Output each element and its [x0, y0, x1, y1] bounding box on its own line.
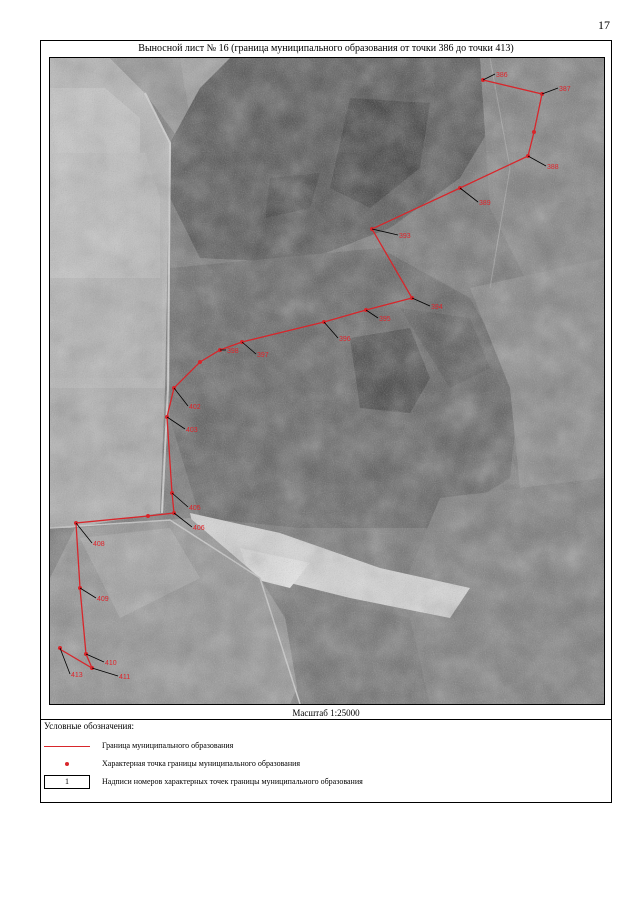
legend-divider	[41, 719, 611, 720]
point-number-label: 388	[547, 164, 559, 171]
point-number-label: 389	[479, 200, 491, 207]
point-number-label: 408	[93, 541, 105, 548]
point-number-label: 411	[119, 674, 131, 681]
point-number-label: 387	[559, 86, 571, 93]
legend-item-label: Надписи номеров характерных точек границы муниципального образования	[102, 777, 363, 786]
scale-label: Масштаб 1:25000	[292, 708, 360, 718]
boundary-point[interactable]	[532, 130, 536, 134]
point-number-label: 406	[193, 525, 205, 532]
boundary-point-symbol	[44, 757, 90, 771]
point-number-label: 409	[97, 596, 109, 603]
satellite-map[interactable]	[49, 57, 605, 705]
point-number-symbol: 1	[44, 775, 90, 789]
point-number-label: 394	[431, 304, 443, 311]
legend-item-label: Граница муниципального образования	[102, 741, 234, 750]
point-number-label: 410	[105, 660, 117, 667]
point-number-label: 398	[227, 348, 239, 355]
sheet-title: Выносной лист № 16 (граница муниципального образования от точки 386 до точки 413)	[138, 43, 514, 54]
point-number-label: 413	[71, 672, 83, 679]
terrain-layer	[50, 58, 604, 704]
map-canvas	[50, 58, 604, 704]
map-sheet-frame	[40, 40, 612, 803]
boundary-point[interactable]	[146, 514, 150, 518]
point-number-label: 403	[186, 427, 198, 434]
legend-title: Условные обозначения:	[44, 721, 135, 731]
point-number-label: 393	[399, 233, 411, 240]
point-number-label: 397	[257, 352, 269, 359]
point-number-label: 402	[189, 404, 201, 411]
point-number-label: 386	[496, 72, 508, 79]
point-number-label: 396	[339, 336, 351, 343]
point-number-label: 405	[189, 505, 201, 512]
page-number: 17	[598, 18, 610, 32]
point-number-label: 395	[379, 316, 391, 323]
legend-item-label: Характерная точка границы муниципального образования	[102, 759, 301, 768]
boundary-point[interactable]	[198, 360, 202, 364]
boundary-line-symbol	[44, 739, 90, 753]
